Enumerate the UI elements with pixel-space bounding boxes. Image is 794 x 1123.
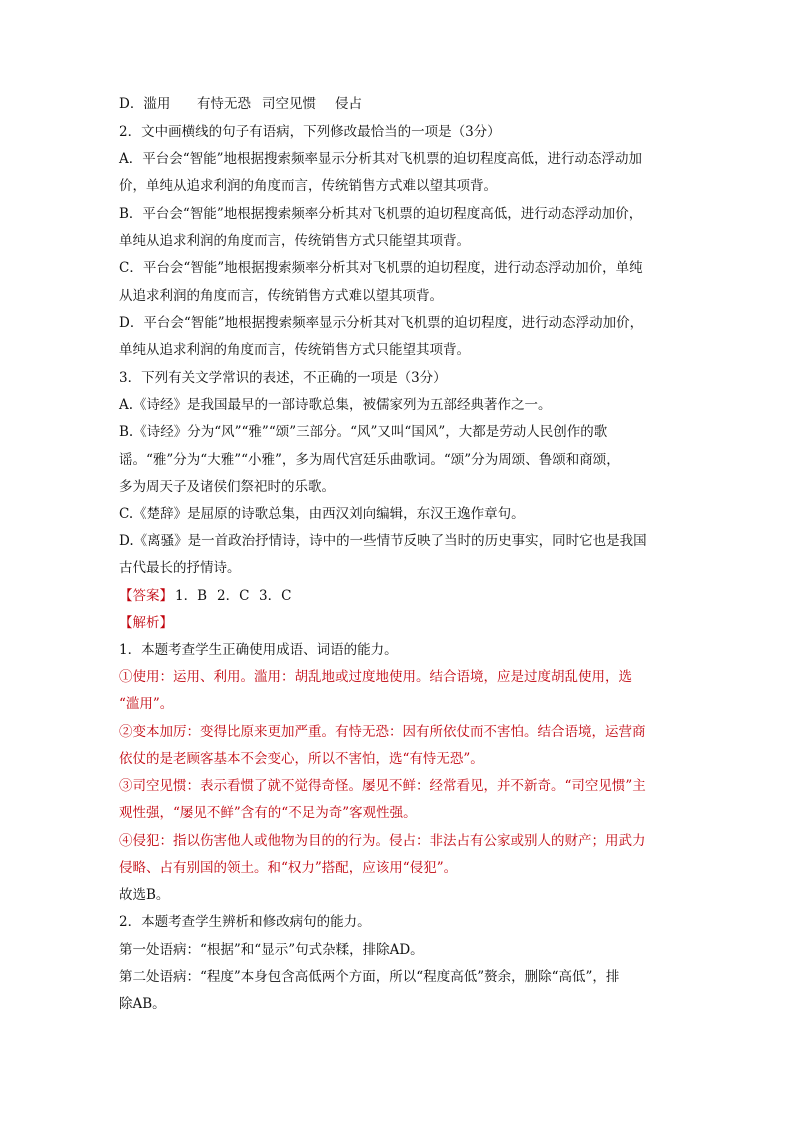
q3-option-d: D.《离骚》是一首政治抒情诗，诗中的一些情节反映了当时的历史事实，同时它也是我国 [119,533,647,549]
q2-option-a-cont: 价，单纯从追求利润的角度而言，传统销售方式难以望其项背。 [119,178,497,194]
analysis-label: 【解析】 [119,615,173,631]
explanation-2-cont: 依仗的是老顾客基本不会变心，所以不害怕，选“有恃无恐”。 [119,751,484,767]
analysis-section-2-title: 2．本题考查学生辨析和修改病句的能力。 [119,914,371,930]
q2-option-d-cont: 单纯从追求利润的角度而言，传统销售方式只能望其项背。 [119,342,470,358]
answer-3: 3．C [259,588,292,604]
q2-option-d: D．平台会“智能”地根据搜索频率显示分析其对飞机票的迫切程度，进行动态浮动加价， [119,315,644,331]
option-d-word-3: 司空见惯 [262,96,316,112]
option-d-row [119,95,679,113]
q2-option-c-cont: 从追求利润的角度而言，传统销售方式难以望其项背。 [119,288,443,304]
q3-option-b-cont-2: 多为周天子及诸侯们祭祀时的乐歌。 [119,479,335,495]
q3-option-a: A.《诗经》是我国最早的一部诗歌总集，被儒家列为五部经典著作之一。 [119,397,552,413]
q2-option-a: A．平台会“智能”地根据搜索频率显示分析其对飞机票的迫切程度高低，进行动态浮动加 [119,151,643,167]
answer-label: 【答案】 [119,588,173,604]
explanation-4: ④侵犯：指以伤害他人或他物为目的的行为。侵占：非法占有公家或别人的财产；用武力 [119,833,646,849]
analysis-section-2-point-2: 第二处语病：“程度”本身包含高低两个方面，所以“程度高低”赘余，删除“高低”，排 [119,969,620,985]
answer-1: 1．B [175,588,208,604]
q3-option-b-cont-1: 谣。“雅”分为“大雅”“小雅”，多为周代宫廷乐曲歌词。“颂”分为周颂、鲁颂和商颂， [119,452,620,468]
explanation-4-cont: 侵略、占有别国的领土。和“权力”搭配，应该用“侵犯”。 [119,860,458,876]
q3-stem: 3．下列有关文学常识的表述，不正确的一项是（3分） [119,370,447,386]
analysis-section-2-point-2-cont: 除AB。 [119,996,166,1012]
choice-conclusion: 故选B。 [119,887,170,903]
analysis-section-1-title: 1．本题考查学生正确使用成语、词语的能力。 [119,642,398,658]
q2-option-b: B．平台会“智能”地根据搜索频率分析其对飞机票的迫切程度高低，进行动态浮动加价， [119,206,643,222]
answer-row [119,587,679,605]
answer-2: 2．C [217,588,250,604]
explanation-2: ②变本加厉：变得比原来更加严重。有恃无恐：因有所依仗而不害怕。结合语境，运营商 [119,724,646,740]
q2-stem: 2．文中画横线的句子有语病，下列修改最恰当的一项是（3分） [119,124,501,140]
option-d-word-1: D．滥用 [119,96,171,112]
q3-option-d-cont: 古代最长的抒情诗。 [119,560,241,576]
q3-option-b: B.《诗经》分为“风”“雅”“颂”三部分。“风”又叫“国风”，大都是劳动人民创作的歌 [119,424,608,440]
option-d-word-4: 侵占 [335,96,362,112]
q2-option-c: C．平台会“智能”地根据搜索频率分析其对飞机票的迫切程度，进行动态浮动加价，单纯 [119,260,643,276]
q3-option-c: C.《楚辞》是屈原的诗歌总集，由西汉刘向编辑，东汉王逸作章句。 [119,506,525,522]
q2-option-b-cont: 单纯从追求利润的角度而言，传统销售方式只能望其项背。 [119,233,470,249]
explanation-3: ③司空见惯：表示看惯了就不觉得奇怪。屡见不鲜：经常看见，并不新奇。“司空见惯”主 [119,778,646,794]
explanation-3-cont: 观性强，“屡见不鲜”含有的“不足为奇”客观性强。 [119,805,417,821]
explanation-1: ①使用：运用、利用。滥用：胡乱地或过度地使用。结合语境，应是过度胡乱使用，选 [119,669,632,685]
explanation-1-cont: “滥用”。 [119,696,174,712]
option-d-word-2: 有恃无恐 [197,96,251,112]
analysis-section-2-point-1: 第一处语病：“根据”和“显示”句式杂糅，排除AD。 [119,942,424,958]
